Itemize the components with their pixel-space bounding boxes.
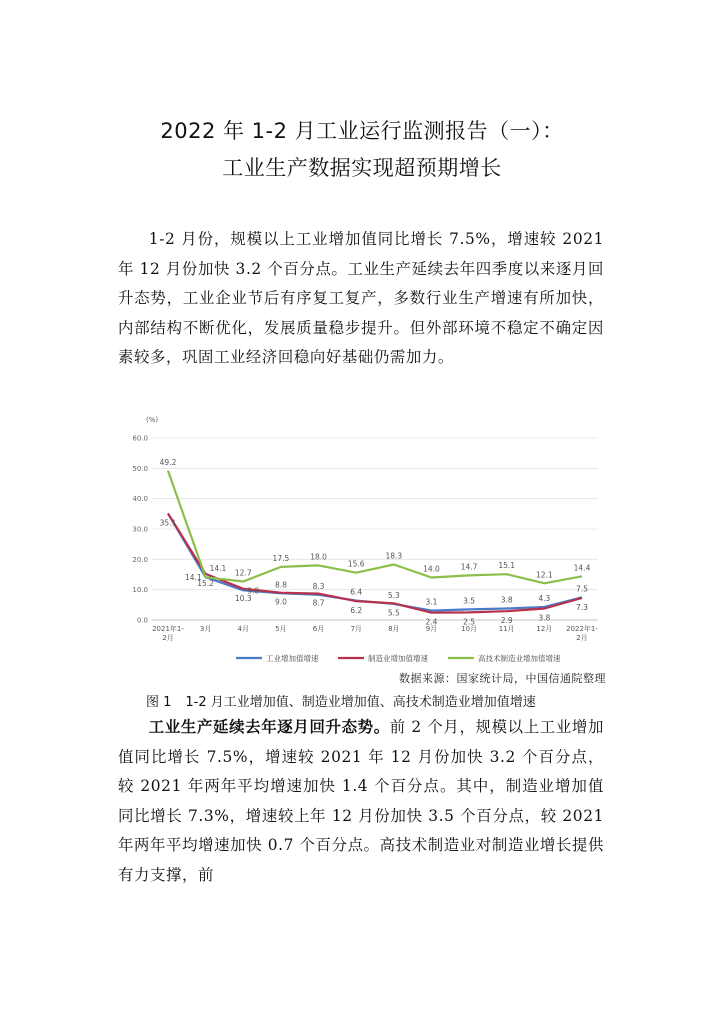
data-label: 6.2 (350, 606, 363, 616)
data-label: 7.3 (576, 602, 588, 612)
legend-label-3: 高技术制造业增加值增速 (478, 654, 561, 663)
intro-paragraph: 1-2 月份，规模以上工业增加值同比增长 7.5%，增速较 2021 年 12 月份加快 3.2 个百分点。工业生产延续去年四季度以来逐月回升态势，工业企业节后有序复工复产，多数行业生产增速有所加快，内部结构不断优化，发展质量稳步提升。但外部环境不稳定不确定因素较多，巩固工业经济回稳向好基础仍需加力。 (118, 230, 604, 366)
data-label: 3.5 (463, 596, 476, 606)
x-tick-label: 9月 (425, 625, 438, 633)
y-tick-label: 0.0 (136, 616, 148, 625)
x-tick-label: 8月 (388, 625, 400, 633)
legend-label-2: 制造业增加值增速 (368, 654, 428, 663)
data-label: 2.5 (463, 617, 476, 627)
data-label: 8.3 (312, 581, 325, 591)
x-tick-label: 2021年1- (152, 625, 184, 633)
x-tick-label: 4月 (237, 625, 250, 633)
data-label: 18.3 (385, 551, 403, 561)
data-label: 17.5 (272, 553, 290, 563)
paragraph-lead: 工业生产延续去年逐月回升态势。 (148, 718, 390, 736)
data-label: 35.1 (159, 518, 177, 528)
y-tick-label: 60.0 (132, 434, 148, 443)
data-label: 6.4 (350, 587, 363, 597)
y-tick-label: 50.0 (132, 464, 148, 473)
x-tick-label: 10月 (461, 625, 478, 633)
data-label: 8.8 (274, 580, 287, 590)
figure-caption-text: 1-2 月工业增加值、制造业增加值、高技术制造业增加值增速 (185, 695, 536, 710)
data-label: 8.7 (312, 598, 325, 608)
x-tick-label: 6月 (312, 625, 325, 633)
x-tick-label-cont: 2月 (162, 634, 174, 642)
data-label: 15.1 (498, 561, 516, 571)
data-label: 49.2 (159, 457, 177, 467)
data-source-note: 数据来源：国家统计局，中国信通院整理 (399, 672, 606, 685)
series-line-2 (168, 514, 582, 616)
data-label: 9.0 (274, 597, 287, 607)
y-tick-label: 20.0 (132, 555, 148, 564)
x-tick-label: 11月 (498, 625, 515, 633)
data-label: 3.1 (425, 597, 438, 607)
series-line-3 (168, 471, 582, 584)
data-label: 12.1 (536, 570, 553, 580)
report-title: 2022 年 1-2 月工业运行监测报告（一）： (160, 119, 564, 143)
data-label: 5.5 (387, 608, 400, 618)
data-label: 12.7 (234, 568, 252, 578)
data-label: 7.5 (576, 584, 588, 594)
data-label: 2.4 (425, 617, 438, 627)
data-label: 14.4 (573, 563, 591, 573)
growth-line-chart (118, 408, 608, 678)
data-label: 4.3 (538, 593, 551, 603)
data-label: 3.8 (538, 613, 551, 623)
data-label: 14.7 (460, 562, 478, 572)
legend-label-1: 工业增加值增速 (266, 654, 319, 663)
data-label: 3.8 (500, 595, 513, 605)
report-subtitle: 工业生产数据实现超预期增长 (222, 156, 502, 180)
x-tick-label: 2022年1- (566, 625, 598, 633)
x-tick-label: 5月 (275, 625, 287, 633)
data-label: 10.3 (234, 593, 252, 603)
data-label: 18.0 (310, 552, 327, 562)
data-label: 14.0 (423, 564, 440, 574)
x-tick-label: 7月 (350, 625, 362, 633)
data-label: 14.1 (184, 573, 202, 583)
x-tick-label: 12月 (536, 625, 553, 633)
data-label: 15.6 (347, 559, 365, 569)
figure-label: 图 1 (146, 695, 172, 710)
data-label: 5.3 (387, 590, 400, 600)
y-tick-label: 40.0 (132, 495, 148, 504)
paragraph-text: 前 2 个月，规模以上工业增加值同比增长 7.5%，增速较 2021 年 12 月份加快 3.2 个百分点，较 2021 年两年平均增速加快 1.4 个百分点。其中，制造业增加值同比增长 7.3%，增速较上年 12 月份加快 3.5 个百分点，较 2021 年两年平均增速加快 0.7 个百分点。高技术制造业对制造业增长提供有力支撑，前 (118, 718, 604, 884)
data-label: 14.1 (209, 564, 227, 574)
series-line-1 (168, 514, 582, 611)
data-label: 9.8 (247, 586, 260, 596)
x-tick-label-cont: 2月 (576, 634, 588, 642)
y-unit-label: (%) (146, 416, 159, 424)
y-tick-label: 30.0 (132, 525, 148, 534)
figure-caption (146, 691, 616, 710)
x-tick-label: 3月 (199, 625, 212, 633)
body-paragraph (118, 713, 604, 890)
data-label: 2.9 (500, 616, 513, 626)
y-tick-label: 10.0 (132, 586, 148, 595)
data-label: 15.2 (197, 578, 214, 588)
